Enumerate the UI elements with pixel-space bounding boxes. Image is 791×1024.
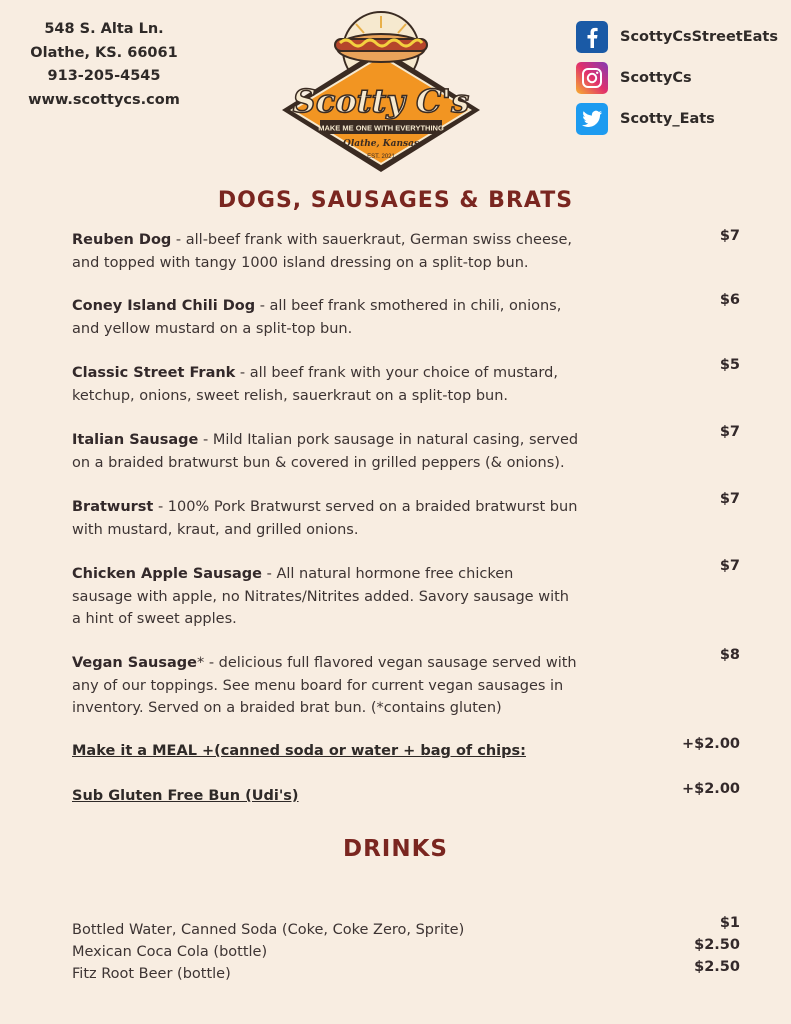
addon-price: +$2.00 bbox=[681, 781, 740, 797]
social-instagram[interactable] bbox=[576, 57, 778, 98]
item-desc: - Mild Italian pork sausage in natural casing, served bbox=[198, 432, 579, 448]
item-price: $7 bbox=[719, 491, 740, 507]
address-line-1: 548 S. Alta Ln. bbox=[44, 21, 164, 37]
item-desc: with mustard, kraut, and grilled onions. bbox=[72, 521, 359, 538]
item-name: Italian Sausage bbox=[72, 432, 199, 448]
logo-graphic bbox=[276, 6, 486, 176]
item-desc: inventory. Served on a braided brat bun. (*contains gluten) bbox=[72, 700, 502, 716]
item-name: Reuben Dog bbox=[72, 232, 172, 248]
website-link[interactable]: www.scottycs.com bbox=[28, 91, 180, 108]
svg-text:MAKE ME ONE WITH EVERYTHING: MAKE ME ONE WITH EVERYTHING bbox=[318, 123, 444, 133]
svg-text:Olathe, Kansas: Olathe, Kansas bbox=[343, 139, 419, 149]
addon-price: +$2.00 bbox=[681, 736, 740, 752]
item-price: $7 bbox=[719, 424, 740, 440]
item-desc: sausage with apple, no Nitrates/Nitrites added. Savory sausage with bbox=[72, 588, 569, 605]
item-name: Chicken Apple Sausage bbox=[72, 566, 263, 582]
drink-item: Fitz Root Beer (bottle) bbox=[72, 966, 231, 982]
section-title-drinks: DRINKS bbox=[343, 836, 448, 862]
item-desc: any of our toppings. See menu board for current vegan sausages in bbox=[72, 677, 564, 694]
section-title-dogs: DOGS, SAUSAGES & BRATS bbox=[217, 188, 574, 213]
facebook-handle[interactable]: ScottyCsStreetEats bbox=[620, 28, 778, 45]
menu-item bbox=[72, 652, 612, 720]
item-desc: * - delicious full flavored vegan sausage served with bbox=[196, 655, 577, 671]
menu-item bbox=[72, 295, 612, 340]
addon-gluten-free: Sub Gluten Free Bun (Udi's) bbox=[72, 788, 299, 804]
twitter-handle[interactable]: Scotty_Eats bbox=[620, 110, 715, 127]
menu-item bbox=[72, 229, 612, 274]
item-desc: - all beef frank with your choice of mustard, bbox=[235, 365, 558, 381]
facebook-icon bbox=[576, 21, 608, 53]
social-twitter[interactable] bbox=[576, 98, 778, 139]
address-line-2: Olathe, KS. 66061 bbox=[30, 44, 178, 61]
item-price: $7 bbox=[719, 558, 740, 574]
drink-item: Bottled Water, Canned Soda (Coke, Coke Zero, Sprite) bbox=[72, 922, 465, 938]
item-desc: ketchup, onions, sweet relish, sauerkraut on a split-top bun. bbox=[72, 387, 509, 404]
contact-info bbox=[14, 18, 194, 112]
instagram-icon bbox=[576, 62, 608, 94]
phone-number[interactable]: 913-205-4545 bbox=[47, 68, 161, 84]
item-desc: - 100% Pork Bratwurst served on a braided bratwurst bun bbox=[153, 499, 578, 515]
item-desc: and topped with tangy 1000 island dressing on a split-top bun. bbox=[72, 254, 529, 271]
item-desc: on a braided bratwurst bun & covered in grilled peppers (& onions). bbox=[72, 454, 565, 471]
item-desc: a hint of sweet apples. bbox=[72, 611, 237, 627]
drink-item: Mexican Coca Cola (bottle) bbox=[72, 944, 268, 960]
svg-text:Scotty C's: Scotty C's bbox=[292, 82, 470, 120]
item-desc: and yellow mustard on a split-top bun. bbox=[72, 320, 353, 337]
scotty-cs-logo bbox=[276, 6, 486, 176]
item-name: Vegan Sausage bbox=[72, 655, 197, 671]
drink-price: $2.50 bbox=[694, 937, 740, 953]
item-desc: - all beef frank smothered in chili, onions, bbox=[255, 298, 562, 314]
item-price: $7 bbox=[719, 228, 740, 244]
social-facebook[interactable] bbox=[576, 16, 778, 57]
drink-price: $1 bbox=[719, 915, 740, 931]
item-name: Bratwurst bbox=[72, 499, 154, 515]
menu-item bbox=[72, 496, 612, 541]
item-desc: - all-beef frank with sauerkraut, German swiss cheese, bbox=[171, 232, 572, 248]
item-price: $5 bbox=[719, 357, 740, 373]
item-name: Coney Island Chili Dog bbox=[72, 298, 256, 314]
item-price: $8 bbox=[719, 647, 740, 663]
svg-text:EST. 2021: EST. 2021 bbox=[367, 154, 395, 160]
item-desc: - All natural hormone free chicken bbox=[262, 566, 514, 582]
drink-price: $2.50 bbox=[694, 959, 740, 975]
item-price: $6 bbox=[719, 292, 740, 308]
addon-meal: Make it a MEAL +(canned soda or water + bag of chips: bbox=[72, 743, 526, 759]
instagram-handle[interactable]: ScottyCs bbox=[620, 69, 692, 86]
menu-item bbox=[72, 429, 612, 474]
menu-item bbox=[72, 563, 612, 631]
twitter-icon bbox=[576, 103, 608, 135]
social-links bbox=[576, 16, 778, 139]
menu-item bbox=[72, 362, 612, 407]
item-name: Classic Street Frank bbox=[72, 365, 236, 381]
